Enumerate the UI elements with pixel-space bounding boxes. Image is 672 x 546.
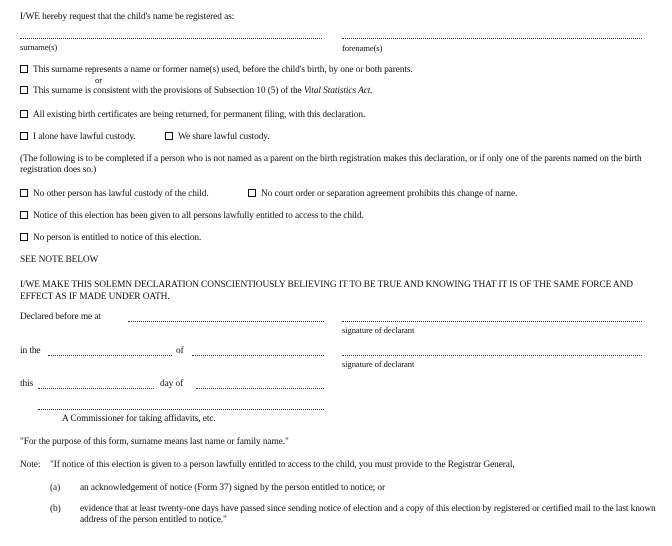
surname-label: surname(s) — [20, 42, 58, 52]
checkbox-no-court-order-label: No court order or separation agreement prohibits this change of name. — [261, 189, 518, 199]
checkbox-row-no-other-custody[interactable] — [20, 189, 209, 199]
checkbox-notice-given-label: Notice of this election has been given to all persons lawfully entitled to access to the child. — [33, 211, 364, 221]
in-the-label: in the — [20, 346, 41, 356]
surname-line[interactable] — [20, 38, 322, 39]
solemn-declaration: I/WE MAKE THIS SOLEMN DECLARATION CONSCIENTIOUSLY BELIEVING IT TO BE TRUE AND KNOWING THAT IT IS OF THE SAME FORCE AND EFFECT AS IF MADE UNDER OATH. — [20, 280, 633, 302]
month-year-line[interactable] — [196, 388, 324, 389]
checkbox-no-other-custody[interactable] — [20, 189, 28, 197]
see-note-below: SEE NOTE BELOW — [20, 255, 99, 265]
checkbox-no-notice-label: No person is entitled to notice of this election. — [33, 233, 202, 243]
note-item-a-text: an acknowledgement of notice (Form 37) signed by the person entitled to notice; or — [80, 483, 385, 493]
note-item-a-label: (a) — [50, 483, 61, 493]
declared-location-line[interactable] — [128, 321, 324, 322]
checkbox-row-shared-custody[interactable] — [165, 132, 270, 142]
note-text: "If notice of this election is given to a person lawfully entitled to access to the child, you must provide to the Registrar General, — [50, 460, 515, 470]
signature-label-2: signature of declarant — [342, 359, 415, 369]
checkbox-no-court-order[interactable] — [248, 189, 256, 197]
checkbox-sole-custody[interactable] — [20, 132, 28, 140]
checkbox-row-parent-name[interactable] — [20, 65, 413, 75]
signature-line-1[interactable] — [342, 321, 642, 322]
or-separator: or — [95, 75, 102, 85]
of-label: of — [176, 346, 184, 356]
checkbox-parent-name[interactable] — [20, 65, 28, 73]
checkbox-row-no-notice[interactable] — [20, 233, 201, 243]
checkbox-subsection-label: This surname is consistent with the provisions of Subsection 10 (5) of the — [33, 86, 304, 96]
checkbox-parent-name-label: This surname represents a name or former name(s) used, before the child's birth, by one or both parents. — [33, 65, 413, 75]
checkbox-shared-custody[interactable] — [165, 132, 173, 140]
checkbox-notice-given[interactable] — [20, 211, 28, 219]
vital-statistics-act-title: Vital Statistics Act. — [303, 86, 373, 96]
checkbox-row-no-court-order[interactable] — [248, 189, 517, 199]
declared-before-label: Declared before me at — [20, 312, 101, 322]
checkbox-no-notice[interactable] — [20, 233, 28, 241]
forename-label: forename(s) — [342, 43, 383, 53]
checkbox-certificates[interactable] — [20, 110, 28, 118]
municipality-type-line[interactable] — [48, 355, 172, 356]
signature-label-1: signature of declarant — [342, 325, 415, 335]
checkbox-no-other-custody-label: No other person has lawful custody of the child. — [33, 189, 209, 199]
checkbox-shared-custody-label: We share lawful custody. — [178, 132, 270, 142]
signature-line-2[interactable] — [342, 355, 642, 356]
checkbox-row-certificates[interactable] — [20, 110, 365, 120]
note-item-b-text: evidence that at least twenty-one days have passed since sending notice of election and a copy of this election by registered or certified mail to the last known address of the person entitled to notice." — [80, 504, 656, 525]
forename-line[interactable] — [342, 38, 642, 39]
checkbox-sole-custody-label: I alone have lawful custody. — [33, 132, 136, 142]
commissioner-label: A Commissioner for taking affidavits, etc. — [62, 414, 216, 424]
checkbox-row-sole-custody[interactable] — [20, 132, 136, 142]
checkbox-certificates-label: All existing birth certificates are being returned, for permanent filing, with this declaration. — [33, 110, 366, 120]
day-line[interactable] — [38, 388, 154, 389]
conditional-note: (The following is to be completed if a person who is not named as a parent on the birth registration makes this declaration, or if only one of the parents named on the birth registration does so.) — [20, 154, 642, 175]
request-heading: I/WE hereby request that the child's name be registered as: — [20, 12, 235, 22]
checkbox-row-subsection[interactable] — [20, 86, 373, 96]
surname-footnote: "For the purpose of this form, surname means last name or family name." — [20, 437, 289, 447]
note-item-b-label: (b) — [50, 504, 61, 514]
checkbox-row-notice-given[interactable] — [20, 211, 364, 221]
this-label: this — [20, 379, 34, 389]
commissioner-signature-line[interactable] — [38, 409, 324, 410]
note-label: Note: — [20, 460, 41, 470]
day-of-label: day of — [160, 379, 184, 389]
municipality-name-line[interactable] — [192, 355, 324, 356]
checkbox-subsection[interactable] — [20, 86, 28, 94]
